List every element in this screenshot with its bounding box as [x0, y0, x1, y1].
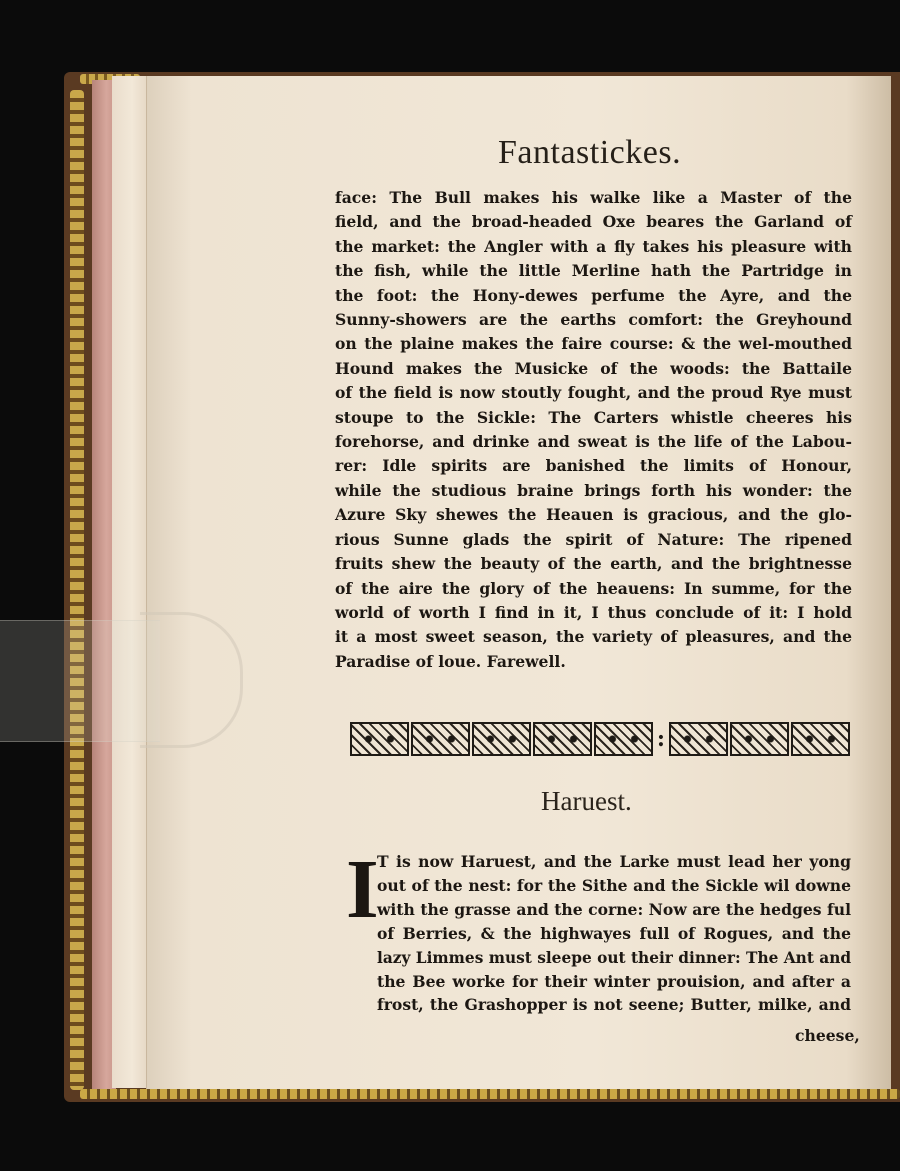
text-line: the market: the Angler with a fly takes his pleasure with — [335, 236, 852, 256]
running-header: Fantastickes. — [498, 134, 682, 171]
catchword: cheese, — [795, 1026, 860, 1045]
gilt-bottom-edge — [80, 1089, 900, 1099]
text-line: the Bee worke for their winter prouision, and after a — [377, 971, 851, 991]
harvest-paragraph — [377, 850, 851, 1017]
restraint-strap — [0, 620, 160, 742]
drop-capital: I — [346, 843, 379, 936]
printers-ornament-band — [350, 722, 850, 756]
text-line: it a most sweet season, the variety of pleasures, and the — [335, 627, 852, 647]
ornament-block — [350, 722, 409, 756]
ornament-block — [411, 722, 470, 756]
text-line: fruits shew the beauty of the earth, and the brightnesse — [335, 554, 852, 574]
ornament-block — [730, 722, 789, 756]
text-line: face: The Bull makes his walke like a Master of the — [335, 188, 852, 207]
text-line: with the grasse and the corne: Now are the hedges ful — [377, 899, 851, 919]
text-line: the foot: the Hony-dewes perfume the Ayre, and the — [335, 285, 852, 305]
text-line: of the aire the glory of the heauens: In summe, for the — [335, 578, 852, 598]
text-line: Sunny-showers are the earths comfort: the Greyhound — [335, 310, 852, 330]
text-line: stoupe to the Sickle: The Carters whistle cheeres his — [335, 407, 852, 427]
text-line: the fish, while the little Merline hath the Partridge in — [335, 261, 852, 281]
text-line: rer: Idle spirits are banished the limits of Honour, — [335, 456, 852, 476]
text-line: world of worth I find in it, I thus conclude of it: I hold — [335, 602, 852, 622]
ornament-block — [669, 722, 728, 756]
restraint-strap-loop — [140, 612, 243, 748]
ornament-block — [472, 722, 531, 756]
text-line: of the field is now stoutly fought, and the proud Rye must — [335, 383, 852, 403]
ornament-block — [533, 722, 592, 756]
text-line: field, and the broad-headed Oxe beares the Garland of — [335, 212, 852, 232]
gilt-spine-edge — [70, 90, 84, 1090]
text-line: Paradise of loue. Farewell. — [335, 651, 566, 671]
text-line: T is now Haruest, and the Larke must lead her yong — [377, 852, 851, 871]
text-line: rious Sunne glads the spirit of Nature: The ripened — [335, 529, 852, 549]
text-line: frost, the Grashopper is not seene; Butter, milke, and — [377, 995, 851, 1015]
text-line: of Berries, & the highwayes full of Rogues, and the — [377, 923, 851, 943]
body-paragraph — [335, 186, 852, 674]
ornament-separator: : — [656, 726, 666, 752]
text-line: Azure Sky shewes the Heauen is gracious, and the glo- — [335, 505, 852, 525]
ornament-block — [594, 722, 653, 756]
text-line: forehorse, and drinke and sweat is the life of the Labou- — [335, 432, 852, 452]
text-line: lazy Limmes must sleepe out their dinner: The Ant and — [377, 947, 852, 967]
ornament-block — [791, 722, 850, 756]
text-line: out of the nest: for the Sithe and the Sickle wil downe — [377, 875, 851, 895]
text-line: on the plaine makes the faire course: & the wel-mouthed — [335, 334, 852, 354]
text-line: while the studious braine brings forth his wonder: the — [335, 480, 852, 500]
section-title: Haruest. — [541, 786, 632, 816]
text-line: Hound makes the Musicke of the woods: the Battaile — [335, 358, 852, 378]
